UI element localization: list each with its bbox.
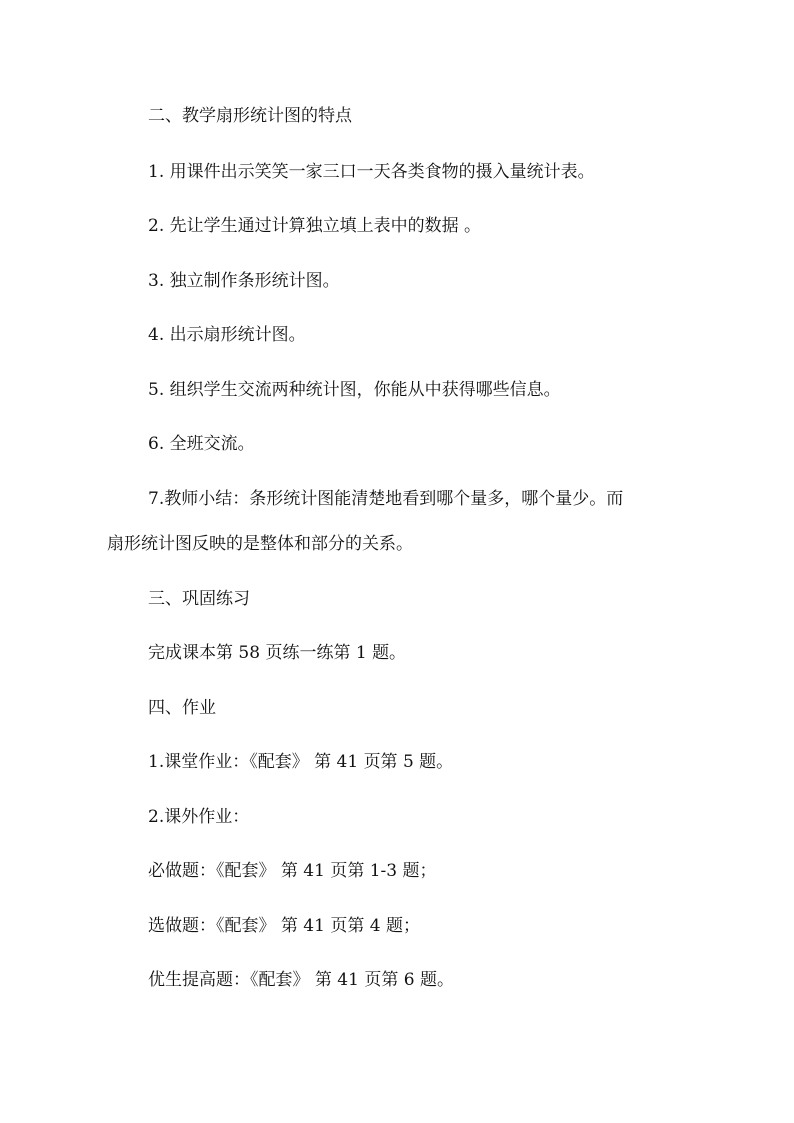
practice-text: 完成课本第 58 页练一练第 1 题。 xyxy=(148,643,407,663)
step-item-1: 1. 用课件出示笑笑一家三口一天各类食物的摄入量统计表。 xyxy=(148,162,595,182)
teacher-summary-line2: 扇形统计图反映的是整体和部分的关系。 xyxy=(107,534,413,554)
section-heading-teaching: 二、教学扇形统计图的特点 xyxy=(148,106,352,126)
section-heading-practice: 三、巩固练习 xyxy=(148,589,250,609)
homework-item-advanced: 优生提高题：《配套》 第 41 页第 6 题。 xyxy=(148,970,454,990)
step-item-2: 2. 先让学生通过计算独立填上表中的数据 。 xyxy=(148,216,482,236)
homework-item-1: 1.课堂作业：《配套》 第 41 页第 5 题。 xyxy=(148,752,454,772)
teacher-summary-line1: 7.教师小结：条形统计图能清楚地看到哪个量多，哪个量少。而 xyxy=(148,489,624,509)
step-item-4: 4. 出示扇形统计图。 xyxy=(148,325,306,345)
homework-item-optional: 选做题：《配套》 第 41 页第 4 题； xyxy=(148,916,420,936)
step-item-6: 6. 全班交流。 xyxy=(148,434,255,454)
step-item-3: 3. 独立制作条形统计图。 xyxy=(148,271,340,291)
homework-item-2: 2.课外作业： xyxy=(148,807,250,827)
homework-item-required: 必做题：《配套》 第 41 页第 1-3 题； xyxy=(148,861,437,881)
step-item-5: 5. 组织学生交流两种统计图，你能从中获得哪些信息。 xyxy=(148,380,561,400)
section-heading-homework: 四、作业 xyxy=(148,698,216,718)
